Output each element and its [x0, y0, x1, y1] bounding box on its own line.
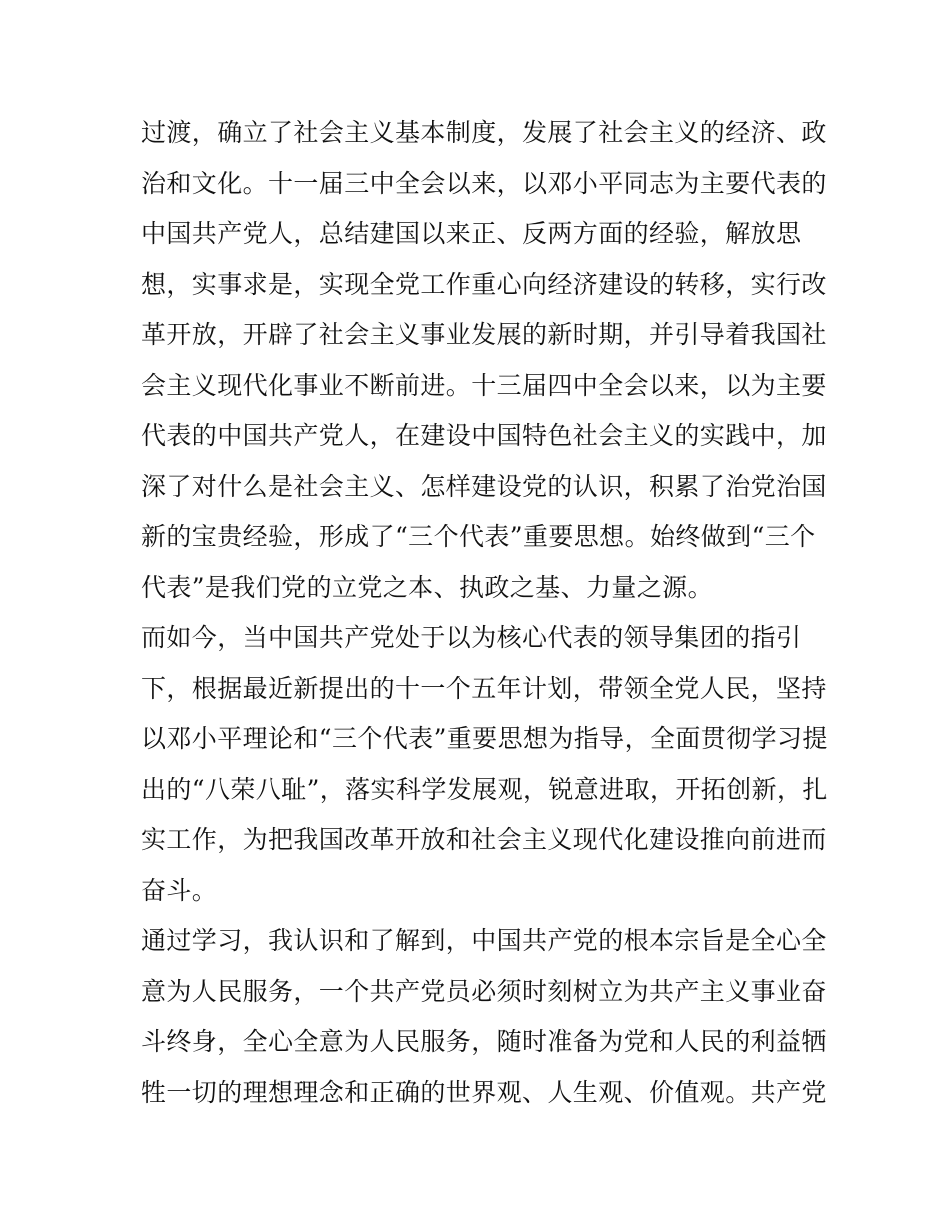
text-line: 而如今，当中国共产党处于以为核心代表的领导集团的指引: [141, 623, 802, 652]
text-line: 意为人民服务，一个共产党员必须时刻树立为共产主义事业奋: [141, 976, 827, 1006]
text-line: 会主义现代化事业不断前进。十三届四中全会以来，以为主要: [141, 370, 827, 400]
text-line: 过渡，确立了社会主义基本制度，发展了社会主义的经济、政: [141, 118, 827, 147]
text-line: 牲一切的理想理念和正确的世界观、人生观、价值观。共产党: [141, 1077, 827, 1107]
text-line: 深了对什么是社会主义、怎样建设党的认识，积累了治党治国: [141, 471, 827, 501]
text-line: 中国共产党人，总结建国以来正、反两方面的经验，解放思: [141, 219, 802, 248]
text-line: 代表”是我们党的立党之本、执政之基、力量之源。: [141, 572, 713, 602]
text-line: 代表的中国共产党人，在建设中国特色社会主义的实践中，加: [141, 421, 827, 450]
text-line: 通过学习，我认识和了解到，中国共产党的根本宗旨是全心全: [141, 926, 827, 955]
text-line: 斗终身，全心全意为人民服务，随时准备为党和人民的利益牺: [141, 1027, 827, 1056]
text-line: 奋斗。: [141, 875, 218, 905]
text-line: 下，根据最近新提出的十一个五年计划，带领全党人民，坚持: [141, 673, 827, 703]
text-line: 革开放，开辟了社会主义事业发展的新时期，并引导着我国社: [141, 320, 827, 349]
text-line: 新的宝贵经验，形成了“三个代表”重要思想。始终做到“三个: [141, 522, 816, 551]
text-line: 实工作，为把我国改革开放和社会主义现代化建设推向前进而: [141, 825, 827, 854]
text-line: 想，实事求是，实现全党工作重心向经济建设的转移，实行改: [141, 269, 827, 299]
text-line: 以邓小平理论和“三个代表”重要思想为指导，全面贯彻学习提: [141, 724, 828, 753]
document-body: [141, 108, 828, 1118]
text-line: 治和文化。十一届三中全会以来，以邓小平同志为主要代表的: [141, 168, 827, 198]
text-line: 出的“八荣八耻”，落实科学发展观，锐意进取，开拓创新，扎: [141, 774, 828, 804]
